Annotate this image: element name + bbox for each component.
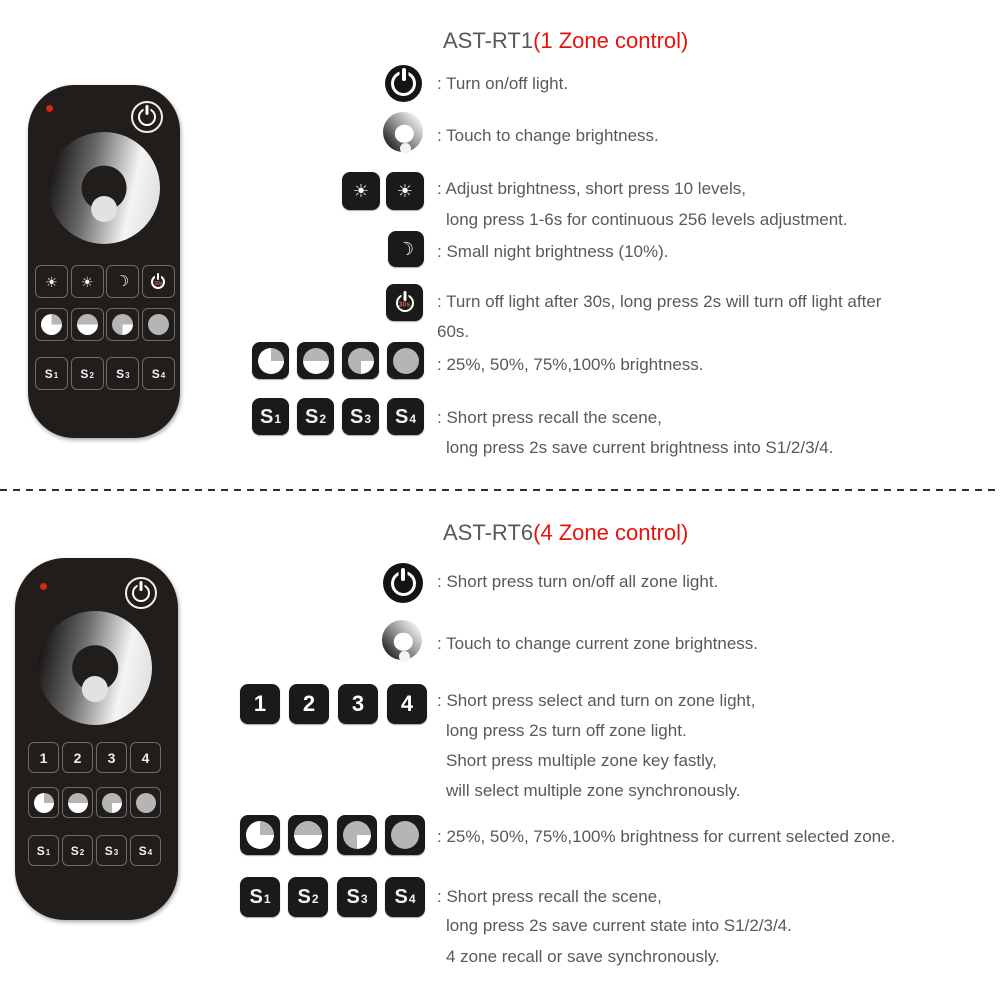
- brightness-25-key: [240, 815, 280, 855]
- touch-dial-icon: [383, 112, 423, 152]
- pie-75-icon: [348, 348, 374, 374]
- rt1-pies-desc: : 25%, 50%, 75%,100% brightness.: [437, 355, 704, 374]
- rt6-zone-desc-3: Short press multiple zone key fastly,: [446, 751, 717, 770]
- power-icon: [132, 584, 150, 602]
- pie-100-icon: [391, 821, 419, 849]
- sun-icon: ☀: [45, 273, 58, 290]
- sun-icon: ☀: [352, 181, 370, 201]
- section-rt6-title: [443, 520, 688, 546]
- zone-3-key: 3: [338, 684, 378, 724]
- scene-s3-key: S 3: [337, 877, 377, 917]
- off-30s-key: 30s: [142, 265, 175, 298]
- moon-icon: ☽: [395, 237, 417, 261]
- rt6-power-desc: : Short press turn on/off all zone light.: [437, 572, 719, 591]
- rt1-zone-label: (1 Zone control): [533, 28, 689, 53]
- brightness-up-key: [386, 172, 424, 210]
- moon-icon: ☽: [114, 271, 132, 292]
- section-rt1-title: [443, 28, 688, 54]
- rt6-zone-label: (4 Zone control): [533, 520, 689, 545]
- rt1-off30-desc-1: : Turn off light after 30s, long press 2s will turn off light after: [437, 292, 882, 311]
- rt1-function-row: [35, 265, 175, 296]
- brightness-50-key: [62, 787, 93, 818]
- brightness-25-key: [252, 342, 289, 379]
- scene-s1-key: S 1: [252, 398, 289, 435]
- power-button: [125, 577, 157, 609]
- touch-wheel: [48, 132, 160, 244]
- led-indicator: [46, 105, 53, 112]
- pie-75-icon: [102, 793, 122, 813]
- brightness-75-key: [342, 342, 379, 379]
- brightness-50-key: [288, 815, 328, 855]
- zone-3-key: 3: [96, 742, 127, 773]
- zone-2-key: 2: [289, 684, 329, 724]
- rt1-scene-desc-1: : Short press recall the scene,: [437, 408, 662, 427]
- rt6-scene-desc-2: long press 2s save current state into S1/2/3/4.: [446, 916, 792, 935]
- brightness-50-key: [71, 308, 104, 341]
- zone-1-key: 1: [240, 684, 280, 724]
- pie-25-icon: [246, 821, 274, 849]
- led-indicator: [40, 583, 47, 590]
- brightness-25-key: [28, 787, 59, 818]
- brightness-50-key: [297, 342, 334, 379]
- scene-s2-key: S 2: [71, 357, 104, 390]
- brightness-100-key: [130, 787, 161, 818]
- rt1-brightness-desc-1: : Adjust brightness, short press 10 levels,: [437, 179, 746, 198]
- scene-s2-key: S 2: [297, 398, 334, 435]
- brightness-down-key: [35, 265, 68, 298]
- zone-4-key: 4: [130, 742, 161, 773]
- power-icon: [385, 65, 422, 102]
- scene-s4-key: S 4: [130, 835, 161, 866]
- rt1-brightness-desc-2: long press 1-6s for continuous 256 levels adjustment.: [446, 210, 848, 229]
- pie-50-icon: [294, 821, 322, 849]
- brightness-100-key: [142, 308, 175, 341]
- rt6-zone-desc-4: will select multiple zone synchronously.: [446, 781, 741, 800]
- power-icon: [383, 563, 423, 603]
- pie-100-icon: [393, 348, 419, 374]
- brightness-75-key: [106, 308, 139, 341]
- scene-s4-key: S 4: [385, 877, 425, 917]
- touch-dial-icon: [382, 620, 422, 660]
- remote-rt6: [15, 558, 178, 920]
- rt6-zone-desc-2: long press 2s turn off zone light.: [446, 721, 687, 740]
- dashed-divider: [0, 489, 1000, 491]
- rt1-pie-row: [35, 308, 175, 339]
- power-icon: [138, 108, 156, 126]
- zone-1-key: 1: [28, 742, 59, 773]
- zone-4-key: 4: [387, 684, 427, 724]
- remote-rt1: [28, 85, 180, 438]
- scene-s1-key: S 1: [240, 877, 280, 917]
- pie-75-icon: [112, 314, 133, 335]
- scene-s2-key: S 2: [62, 835, 93, 866]
- night-mode-key: [388, 231, 424, 267]
- rt6-scene-row: [28, 835, 161, 864]
- brightness-100-key: [385, 815, 425, 855]
- rt6-zone-desc-1: : Short press select and turn on zone light,: [437, 691, 756, 710]
- scene-s3-key: S 3: [342, 398, 379, 435]
- pie-100-icon: [136, 793, 156, 813]
- pie-100-icon: [148, 314, 169, 335]
- rt6-model-name: AST-RT6: [443, 520, 534, 545]
- rt6-touch-desc: : Touch to change current zone brightness.: [437, 634, 758, 653]
- off-30s-key: 30s: [386, 284, 423, 321]
- rt6-scene-desc-1: : Short press recall the scene,: [437, 887, 662, 906]
- pie-50-icon: [303, 348, 329, 374]
- rt1-off30-desc-2: 60s.: [437, 322, 470, 341]
- power-button: [131, 101, 163, 133]
- pie-75-icon: [343, 821, 371, 849]
- rt6-pie-row: [28, 787, 161, 816]
- touch-wheel: [38, 611, 152, 725]
- scene-s3-key: S 3: [106, 357, 139, 390]
- scene-s3-key: S 3: [96, 835, 127, 866]
- brightness-25-key: [35, 308, 68, 341]
- pie-50-icon: [68, 793, 88, 813]
- pie-50-icon: [77, 314, 98, 335]
- brightness-100-key: [387, 342, 424, 379]
- pie-25-icon: [258, 348, 284, 374]
- brightness-75-key: [96, 787, 127, 818]
- pie-25-icon: [41, 314, 62, 335]
- brightness-up-key: [71, 265, 104, 298]
- rt1-night-desc: : Small night brightness (10%).: [437, 242, 669, 261]
- scene-s1-key: S 1: [35, 357, 68, 390]
- rt1-touch-desc: : Touch to change brightness.: [437, 126, 659, 145]
- sun-icon: ☀: [396, 181, 414, 201]
- rt6-scene-desc-3: 4 zone recall or save synchronously.: [446, 947, 720, 966]
- scene-s1-key: S 1: [28, 835, 59, 866]
- rt1-scene-desc-2: long press 2s save current brightness into S1/2/3/4.: [446, 438, 834, 457]
- brightness-down-key: [342, 172, 380, 210]
- sun-icon: ☀: [80, 273, 94, 290]
- zone-2-key: 2: [62, 742, 93, 773]
- night-mode-key: [106, 265, 139, 298]
- scene-s4-key: S 4: [142, 357, 175, 390]
- rt1-model-name: AST-RT1: [443, 28, 534, 53]
- pie-25-icon: [34, 793, 54, 813]
- rt6-zone-row: [28, 742, 161, 771]
- scene-s4-key: S 4: [387, 398, 424, 435]
- scene-s2-key: S 2: [288, 877, 328, 917]
- brightness-75-key: [337, 815, 377, 855]
- rt1-power-desc: : Turn on/off light.: [437, 74, 569, 93]
- rt6-pies-desc: : 25%, 50%, 75%,100% brightness for current selected zone.: [437, 827, 896, 846]
- rt1-scene-row: [35, 357, 175, 388]
